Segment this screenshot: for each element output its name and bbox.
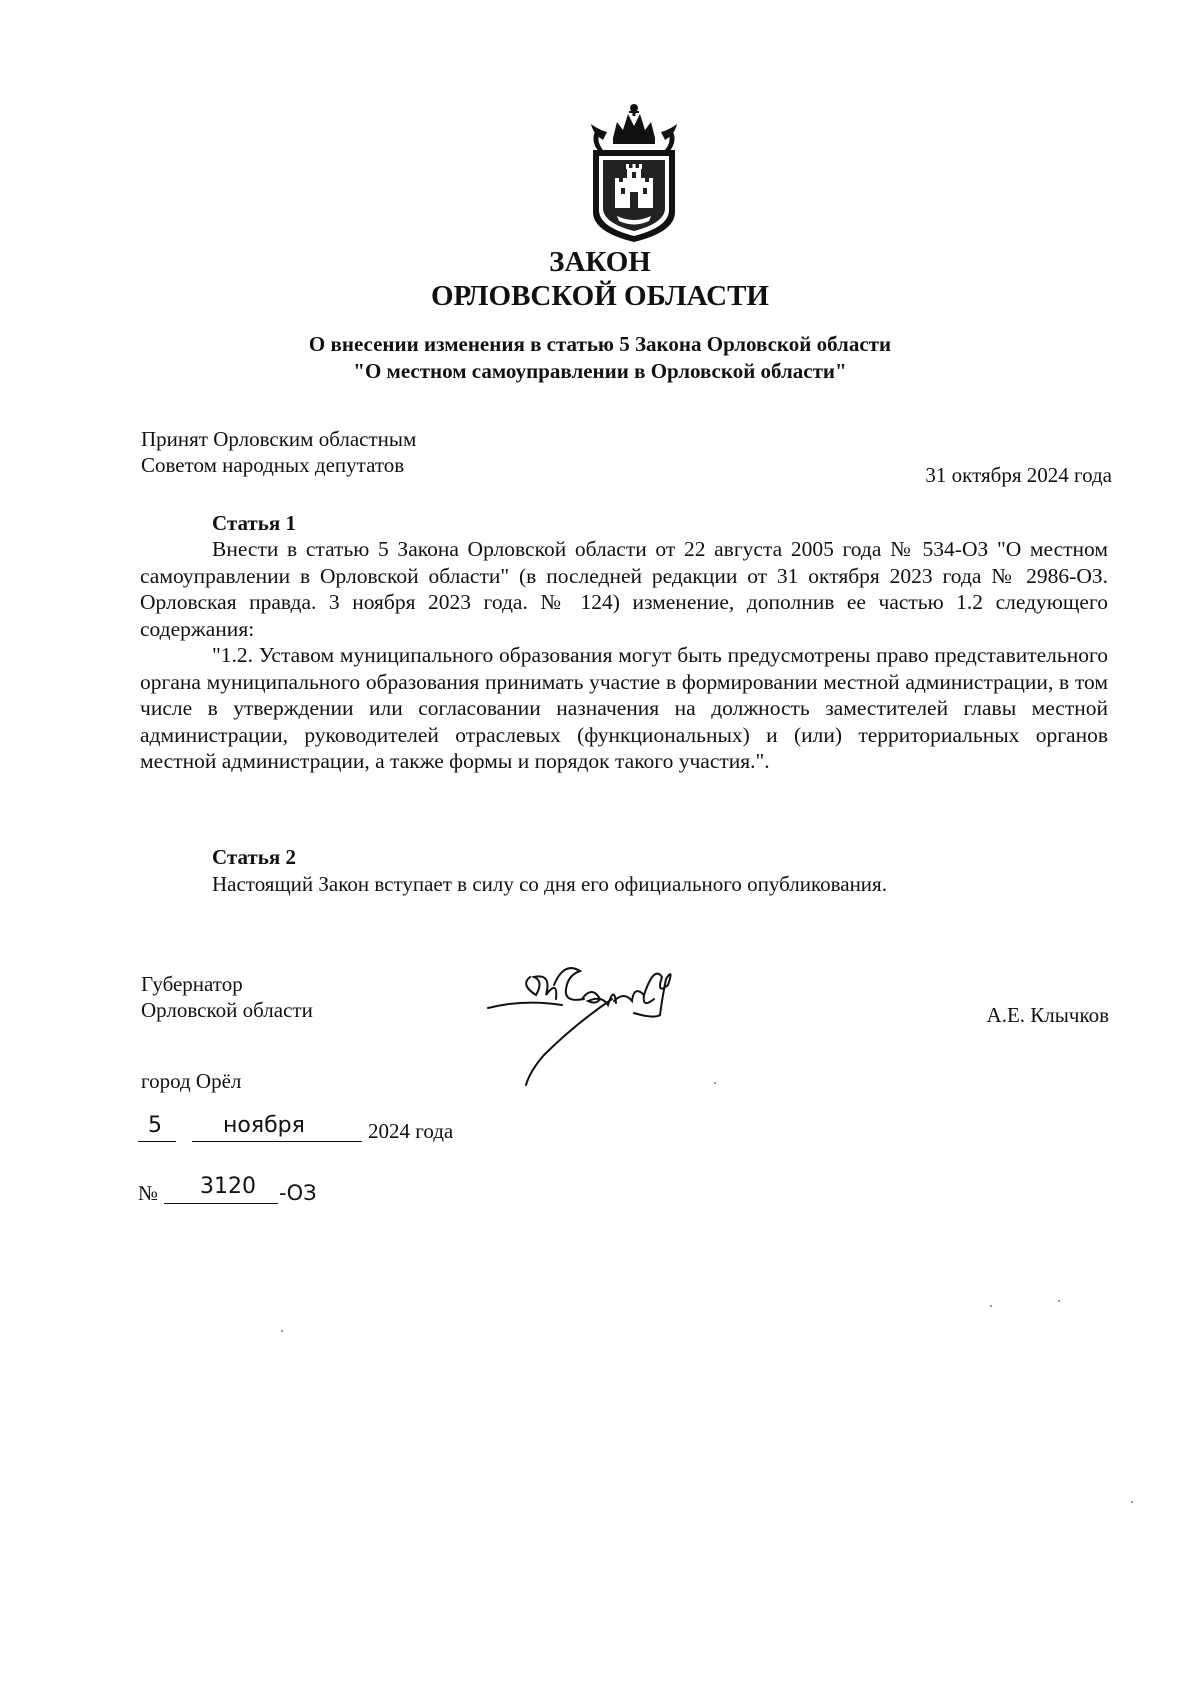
signing-month: ноября xyxy=(223,1113,305,1138)
scan-speck xyxy=(990,1305,992,1307)
article1-body xyxy=(140,536,1108,775)
signing-day: 5 xyxy=(148,1113,162,1138)
law-number-prefix: № xyxy=(138,1181,159,1205)
place-of-signing: город Орёл xyxy=(141,1069,242,1093)
article1-paragraph1: Внести в статью 5 Закона Орловской области от 22 августа 2005 года № 534-ОЗ "О местном самоуправлении в Орловской области" (в последней редакции от 31 октября 2023 года № 2986-ОЗ. Орловская правда. 3 ноября 2023 года. № 124) изменение, дополнив ее частью 1.2 следующего содержания: xyxy=(140,537,1108,641)
signatory-name: А.Е. Клычков xyxy=(986,1003,1109,1027)
signing-year: 2024 года xyxy=(368,1119,454,1143)
adoption-date: 31 октября 2024 года xyxy=(925,463,1112,487)
scan-speck xyxy=(1058,1300,1060,1302)
document-subtitle-line1: О внесении изменения в статью 5 Закона Орловской области xyxy=(308,332,892,356)
signatory-position-line2: Орловской области xyxy=(141,998,313,1022)
document-title-line1: ЗАКОН xyxy=(549,246,651,278)
scan-speck xyxy=(1131,1501,1133,1503)
law-number-underline xyxy=(164,1203,278,1204)
coat-of-arms-emblem xyxy=(583,100,685,245)
document-subtitle-line2: "О местном самоуправлении в Орловской области" xyxy=(353,359,847,383)
scan-speck xyxy=(714,1082,716,1084)
handwritten-signature xyxy=(484,955,704,1095)
article1-paragraph2: "1.2. Уставом муниципального образования могут быть предусмотрены право представительного органа муниципального образования принимать участие в формировании местной администрации, в том числе в утверждении или согласовании назначения на должность заместителей главы местной администрации, руководителей отраслевых (функциональных) и (или) территориальных органов местной администрации, а также формы и порядок такого участия.". xyxy=(140,643,1108,773)
article2-text: Настоящий Закон вступает в силу со дня его официального опубликования. xyxy=(212,872,887,896)
signatory-position-line1: Губернатор xyxy=(141,972,243,996)
signing-day-underline xyxy=(138,1141,176,1142)
document-title-line2: ОРЛОВСКОЙ ОБЛАСТИ xyxy=(430,280,769,312)
adopted-line1: Принят Орловским областным xyxy=(141,427,417,451)
adopted-line2: Советом народных депутатов xyxy=(141,453,405,477)
signing-month-underline xyxy=(192,1141,362,1142)
law-number-suffix: -ОЗ xyxy=(279,1181,317,1205)
article2-heading: Статья 2 xyxy=(212,845,296,869)
scan-speck xyxy=(281,1330,283,1332)
law-number-value: 3120 xyxy=(200,1174,256,1199)
article1-heading: Статья 1 xyxy=(212,511,296,535)
